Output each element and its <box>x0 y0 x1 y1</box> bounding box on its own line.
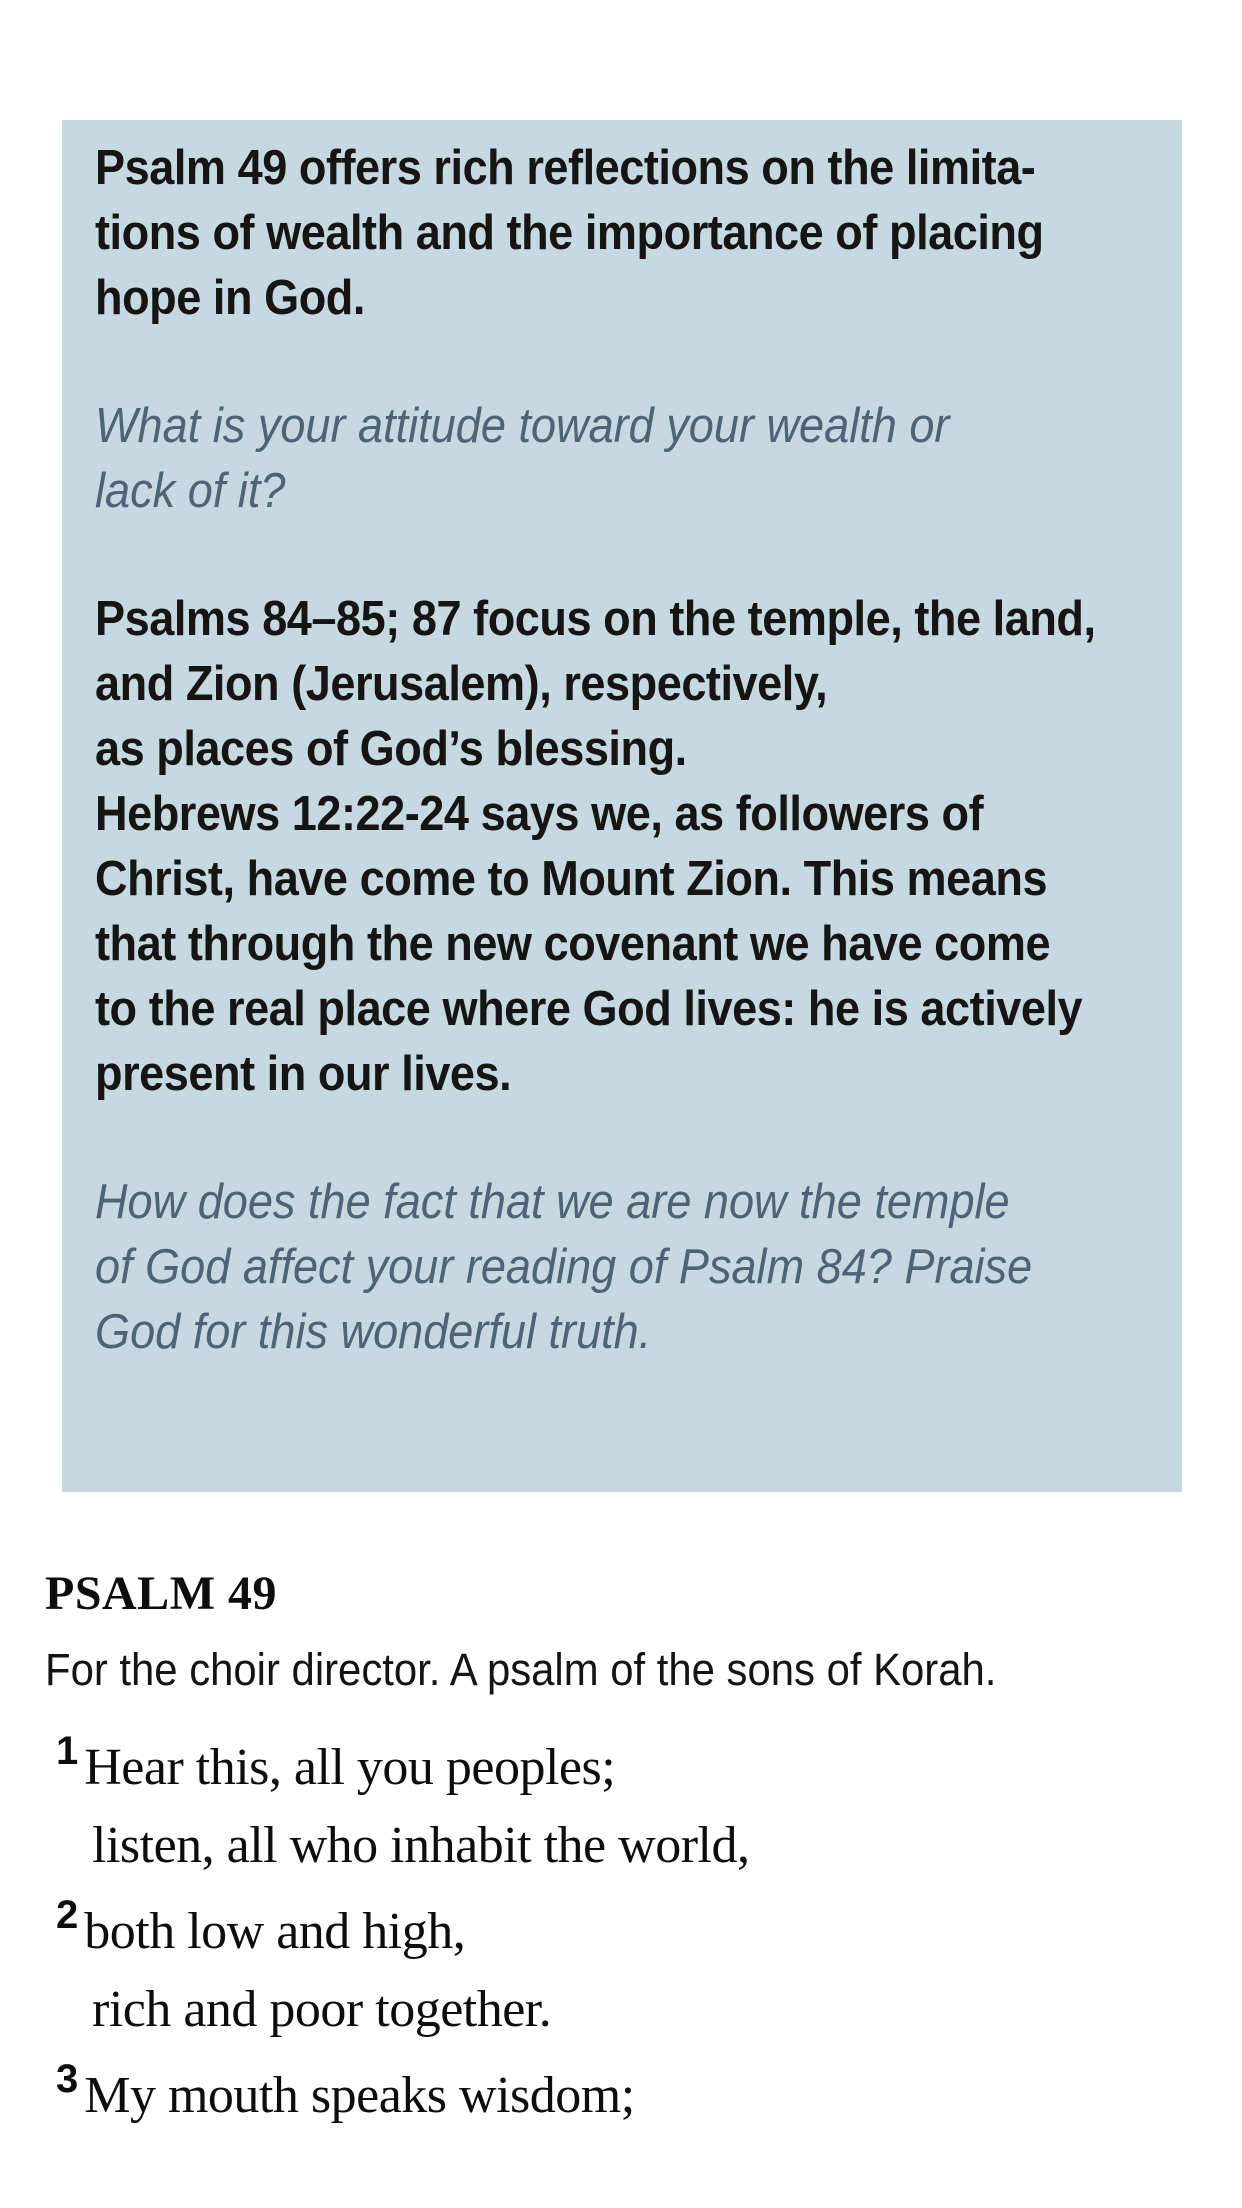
verse-line <box>0 2056 1242 2134</box>
commentary-line: Psalm 49 offers rich reflections on the limita- <box>95 141 1036 195</box>
verse-line <box>0 1728 1242 1806</box>
commentary-line: tions of wealth and the importance of placing <box>95 206 1044 260</box>
psalm-heading: PSALM 49 <box>45 1567 277 1620</box>
commentary-box <box>62 120 1182 1492</box>
commentary-line: Psalms 84–85; 87 focus on the temple, the land, <box>95 592 1096 646</box>
verse-text: both low and high, <box>84 1902 466 1960</box>
commentary-line: Christ, have come to Mount Zion. This means <box>95 852 1048 906</box>
commentary-line: hope in God. <box>95 271 365 325</box>
psalm-superscription: For the choir director. A psalm of the sons of Korah. <box>45 1644 997 1695</box>
reflection-question <box>95 394 1158 524</box>
verse-number: 3 <box>56 2056 79 2101</box>
question-line: How does the fact that we are now the temple <box>95 1175 1010 1229</box>
verse-line <box>0 1806 1242 1884</box>
verse-number: 2 <box>56 1892 79 1937</box>
question-line: lack of it? <box>95 464 286 518</box>
commentary-line: and Zion (Jerusalem), respectively, <box>95 657 828 711</box>
verse-line <box>0 1892 1242 1970</box>
question-line: of God affect your reading of Psalm 84? Praise <box>95 1240 1033 1294</box>
verse-text: rich and poor together. <box>92 1980 552 2038</box>
commentary-line: as places of God’s blessing. <box>95 722 687 776</box>
psalm-verses <box>0 1728 1242 2134</box>
verse-text: listen, all who inhabit the world, <box>92 1816 750 1874</box>
reflection-question <box>95 1170 1158 1365</box>
verse-text: My mouth speaks wisdom; <box>84 2066 635 2124</box>
commentary-line: present in our lives. <box>95 1047 512 1101</box>
question-line: God for this wonderful truth. <box>95 1305 652 1359</box>
verse-line <box>0 1970 1242 2048</box>
verse-text: Hear this, all you peoples; <box>84 1738 616 1796</box>
commentary-line: that through the new covenant we have come <box>95 917 1051 971</box>
commentary-line: Hebrews 12:22-24 says we, as followers of <box>95 787 984 841</box>
commentary-line: to the real place where God lives: he is actively <box>95 982 1083 1036</box>
commentary-paragraph <box>95 587 1158 1107</box>
commentary-paragraph <box>95 136 1158 331</box>
question-line: What is your attitude toward your wealth or <box>95 399 950 453</box>
verse-number: 1 <box>56 1728 79 1773</box>
